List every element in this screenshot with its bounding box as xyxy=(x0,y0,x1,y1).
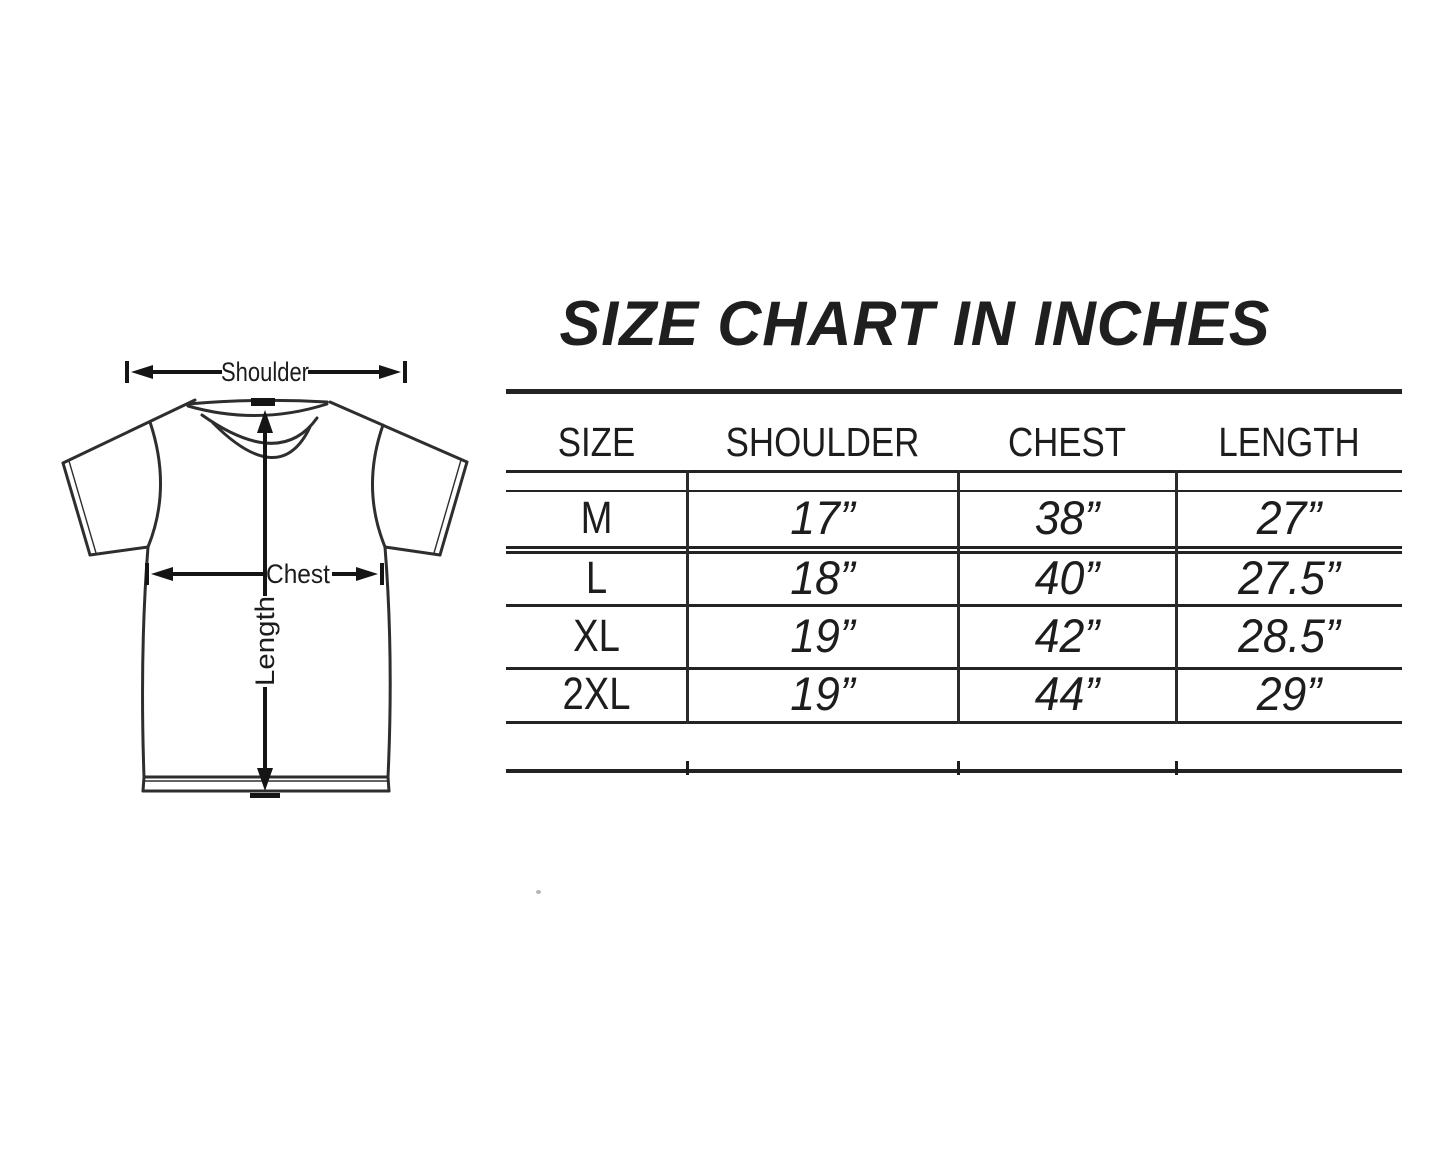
cell-shoulder: 19” xyxy=(790,667,855,720)
cell-shoulder: 18” xyxy=(790,551,855,604)
header-length: LENGTH xyxy=(1218,419,1360,465)
tshirt-diagram xyxy=(40,340,475,810)
cell-length: 29” xyxy=(1256,667,1322,720)
cell-size: 2XL xyxy=(562,668,631,719)
length-label: Length xyxy=(250,603,280,686)
cell-chest: 38” xyxy=(1034,491,1100,544)
table-rule-double-a xyxy=(506,546,1402,549)
bottom-rule-tick-3 xyxy=(1175,761,1178,775)
cell-chest: 44” xyxy=(1034,667,1100,720)
collar-mark xyxy=(251,398,275,406)
cell-length: 27.5” xyxy=(1238,551,1340,604)
cell-shoulder: 19” xyxy=(790,609,855,662)
cell-size: L xyxy=(585,552,608,603)
cell-shoulder: 17” xyxy=(790,491,855,544)
column-divider-3 xyxy=(1175,470,1178,724)
column-divider-1 xyxy=(686,470,689,724)
cell-length: 27” xyxy=(1256,491,1322,544)
cell-size: XL xyxy=(573,610,620,661)
bottom-rule-tick-2 xyxy=(957,761,960,775)
shoulder-label: Shoulder xyxy=(221,357,309,387)
table-rule-header-bottom xyxy=(506,470,1402,473)
scan-speck xyxy=(536,890,541,894)
cell-length: 28.5” xyxy=(1238,609,1340,662)
header-size: SIZE xyxy=(557,419,636,465)
header-chest: CHEST xyxy=(1007,419,1127,465)
table-rule-top xyxy=(506,389,1402,394)
table-rule-bottom xyxy=(506,769,1402,773)
page-title: SIZE CHART IN INCHES xyxy=(559,289,1271,359)
cell-chest: 40” xyxy=(1034,551,1100,604)
header-shoulder: SHOULDER xyxy=(725,419,920,465)
chest-label: Chest xyxy=(266,559,331,589)
cell-chest: 42” xyxy=(1034,609,1100,662)
cell-size: M xyxy=(580,492,613,543)
bottom-rule-tick-1 xyxy=(686,761,689,775)
column-divider-2 xyxy=(957,470,960,724)
